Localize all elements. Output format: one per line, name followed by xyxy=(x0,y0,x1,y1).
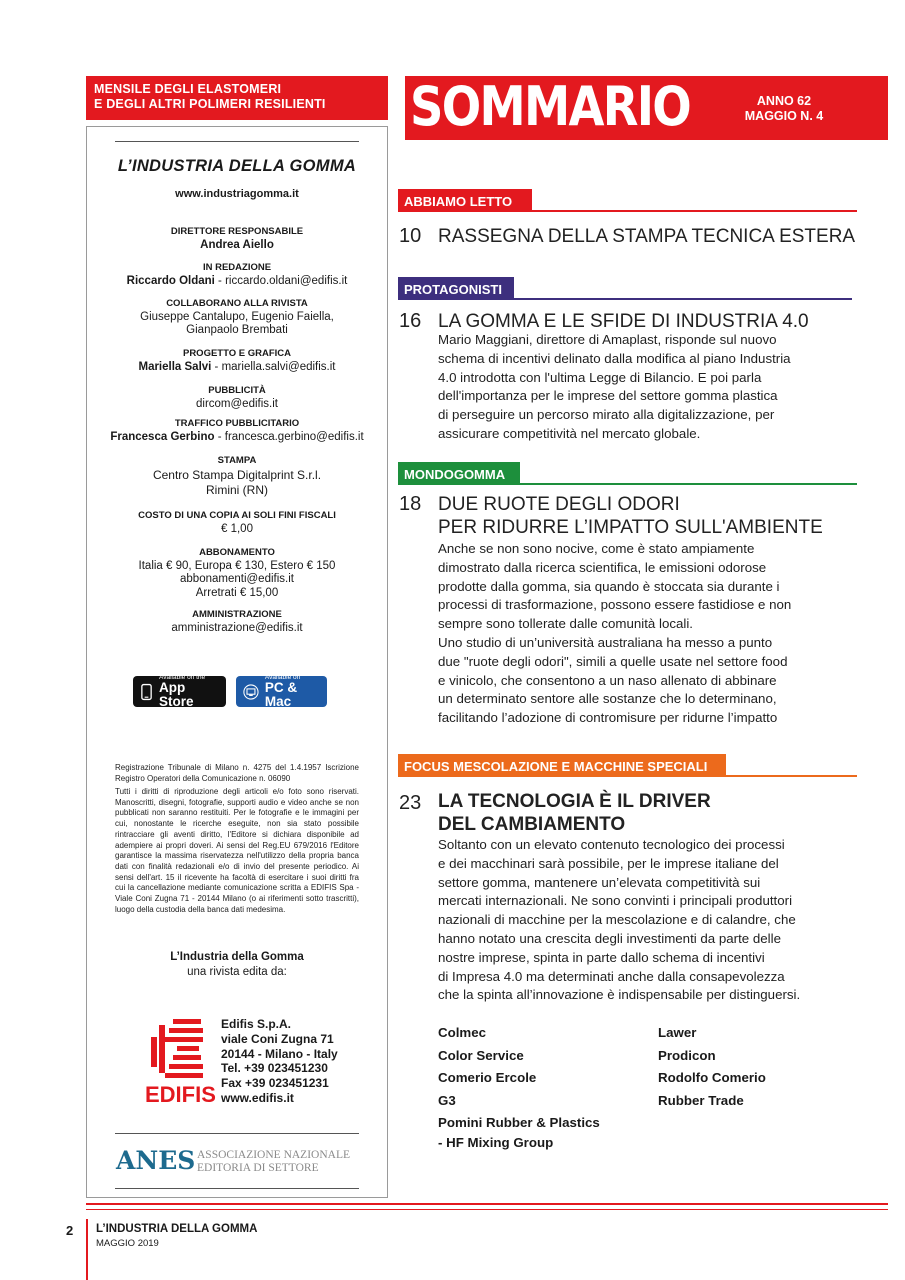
footer-rule-vertical xyxy=(86,1219,88,1280)
company-name: - HF Mixing Group xyxy=(438,1134,554,1150)
article-abstract: Soltanto con un elevato contenuto tecnologico dei processi e dei macchinari sarà possibile, per le imprese italiane del settore gomma, mantenere un’elevata competitività sui mercati internazionali. Ne sono convinti i principali produttori nazionali di macchine per la mescolazione e di calandre, che hanno notato una crescita degli investimenti da parte delle nostre imprese, spinta in parte dallo schema di incentivi di Impresa 4.0 ma determinati anche dalla consapevolezza che la spinta all’innovazione è indispensabile per distinguersi. xyxy=(438,837,801,1003)
section-rule xyxy=(398,298,852,300)
article-abstract: Mario Maggiani, direttore di Amaplast, risponde sul nuovo schema di incentivi delinato dalla modifica al piano Industria 4.0 introdotta con l'ultima Legge di Bilancio. E poi parla dell'importanza per le imprese del settore gomma plastica di perseguire un percorso mirato alla digitalizzazione, per assicurare competitività nel mercato globale. xyxy=(438,332,791,441)
website: www.industriagomma.it xyxy=(175,188,299,200)
rights-text: Tutti i diritti di riproduzione degli articoli e/o foto sono riservati. Manoscritti, disegni, fotografie, supporti audio e video anche se non pubblicati non saranno restituiti. Per le fotografie e le immagini per cui, nonostante le ricerche eseguite, non sia stato possibile rintracciare gli aventi diritto, l'Editore si dichiara disponibile ad adempiere ai propri doveri. Ai sensi del Reg.EU 679/2016 l'Editore garantisce la massima riservatezza nell'utilizzo della propria banca dati con finalità redazionali e/o di invio del presente periodico. Ai sensi dell'art. 15 il ricevente ha facoltà di esercitare i suoi diritti fra cui la cancellazione mediante comunicazione scritta a EDIFIS Spa - Viale Coni Zugna 71 - 20144 Milano (o ai riferimenti sotto trascritti), luogo della custodia della banca dati medesima. xyxy=(115,787,359,914)
anes-name: ASSOCIAZIONE NAZIONALE EDITORIA DI SETTORE xyxy=(197,1149,350,1174)
publisher-intro: L’Industria della Gomma una rivista edita da: xyxy=(170,951,304,978)
footer-title: L’INDUSTRIA DELLA GOMMA xyxy=(96,1223,258,1235)
footer-rule xyxy=(86,1203,888,1205)
magazine-title: L’INDUSTRIA DELLA GOMMA xyxy=(117,157,357,175)
divider xyxy=(115,1133,359,1134)
credit-director: DIRETTORE RESPONSABILE Andrea Aiello xyxy=(170,226,304,251)
company-name: Rodolfo Comerio xyxy=(658,1070,766,1086)
article-title: LA GOMMA E LE SFIDE DI INDUSTRIA 4.0 xyxy=(438,311,809,332)
section-label-abbiamo-letto: ABBIAMO LETTO xyxy=(398,189,532,211)
header-tagline: MENSILE DEGLI ELASTOMERI E DEGLI ALTRI POLIMERI RESILIENTI xyxy=(86,76,388,120)
divider xyxy=(115,141,359,142)
company-name: Prodicon xyxy=(658,1047,716,1063)
edifis-logo-text: EDIFIS xyxy=(145,1082,216,1107)
badge-big-text: App Store xyxy=(159,680,194,709)
divider xyxy=(115,1188,359,1189)
sommario-title: SOMMARIO xyxy=(410,75,691,138)
section-label-protagonisti: PROTAGONISTI xyxy=(398,277,514,299)
article-number: 23 xyxy=(399,792,422,814)
app-store-badge[interactable] xyxy=(133,676,226,707)
registration-text: Registrazione Tribunale di Milano n. 4275 del 1.4.1957 Iscrizione Registro Operatori della Comunicazione n. 06090 xyxy=(115,763,359,783)
footer-rule xyxy=(86,1209,888,1210)
article-title: RASSEGNA DELLA STAMPA TECNICA ESTERA xyxy=(438,226,856,247)
company-name: Comerio Ercole xyxy=(438,1070,537,1086)
credit-printing: STAMPA Centro Stampa Digitalprint S.r.l. Rimini (RN) xyxy=(152,455,322,497)
credit-administration: AMMINISTRAZIONE amministrazione@edifis.it xyxy=(171,609,303,634)
credit-contributors: COLLABORANO ALLA RIVISTA Giuseppe Cantalupo, Eugenio Faiella, Gianpaolo Brembati xyxy=(140,298,334,336)
apple-icon xyxy=(140,683,153,701)
article-number: 18 xyxy=(399,493,422,515)
company-name: Lawer xyxy=(658,1025,697,1040)
credit-graphics: PROGETTO E GRAFICA Mariella Salvi - mariella.salvi@edifis.it xyxy=(138,348,336,373)
credit-copy-cost: COSTO DI UNA COPIA AI SOLI FINI FISCALI € 1,00 xyxy=(138,510,336,535)
article-title: DUE RUOTE DEGLI ODORI PER RIDURRE L’IMPATTO SULL'AMBIENTE xyxy=(438,494,823,538)
badge-small-text: Available on the xyxy=(159,674,206,681)
company-list-1 xyxy=(438,1022,600,1150)
company-name: G3 xyxy=(438,1092,456,1108)
page-number: 2 xyxy=(66,1223,74,1238)
company-name: Rubber Trade xyxy=(658,1092,744,1108)
company-name: Color Service xyxy=(438,1047,524,1063)
article-abstract: Anche se non sono nocive, come è stato ampiamente dimostrato dalla ricerca scientifica, le emissioni odorose prodotte dalla gomma, sia quando è stoccata sia durante i processi di trasformazione, possono essere fastidiose e non sempre sono tollerate dalle comunità locali. Uno studio di un’università australiana ha messo a punto due "ruote degli odori", simili a quelle usate nel settore food e vinicolo, che consentono a un naso allenato di abbinare un determinato sentore alle sostanze che lo determinano, facilitando l’adozione di contromisure per ridurne l’impatto xyxy=(438,541,792,726)
section-rule xyxy=(398,210,857,212)
badge-small-text: Available on xyxy=(264,674,301,681)
footer-date: MAGGIO 2019 xyxy=(96,1238,159,1249)
edifis-logo-mark xyxy=(143,1017,217,1083)
article-number: 16 xyxy=(399,310,422,332)
company-list-2 xyxy=(658,1022,766,1112)
publisher-address: Edifis S.p.A. viale Coni Zugna 71 20144 - Milano - Italy Tel. +39 023451230 Fax +39 023451231 www.edifis.it xyxy=(221,1017,338,1105)
badge-big-text: PC & Mac xyxy=(264,680,298,709)
credit-subscription: ABBONAMENTO Italia € 90, Europa € 130, Estero € 150 abbonamenti@edifis.it Arretrati € 15,00 xyxy=(138,547,336,599)
monitor-icon xyxy=(243,683,259,701)
credit-editorial: IN REDAZIONE Riccardo Oldani - riccardo.oldani@edifis.it xyxy=(126,262,348,287)
issue-info: ANNO 62 MAGGIO N. 4 xyxy=(744,94,824,123)
pc-mac-badge[interactable] xyxy=(236,676,327,707)
anes-logo: ANES xyxy=(116,1146,196,1175)
company-name: Pomini Rubber & Plastics xyxy=(438,1115,600,1131)
article-number: 10 xyxy=(399,225,422,247)
article-title: LA TECNOLOGIA È IL DRIVER DEL CAMBIAMENTO xyxy=(438,791,711,835)
section-rule xyxy=(398,483,857,485)
section-label-mondogomma: MONDOGOMMA xyxy=(398,462,520,484)
credit-traffic: TRAFFICO PUBBLICITARIO Francesca Gerbino - francesca.gerbino@edifis.it xyxy=(110,418,364,443)
section-rule xyxy=(398,775,857,777)
company-name: Colmec xyxy=(438,1025,487,1040)
section-label-focus: FOCUS MESCOLAZIONE E MACCHINE SPECIALI xyxy=(398,754,726,776)
credit-advertising: PUBBLICITÀ dircom@edifis.it xyxy=(196,385,278,410)
